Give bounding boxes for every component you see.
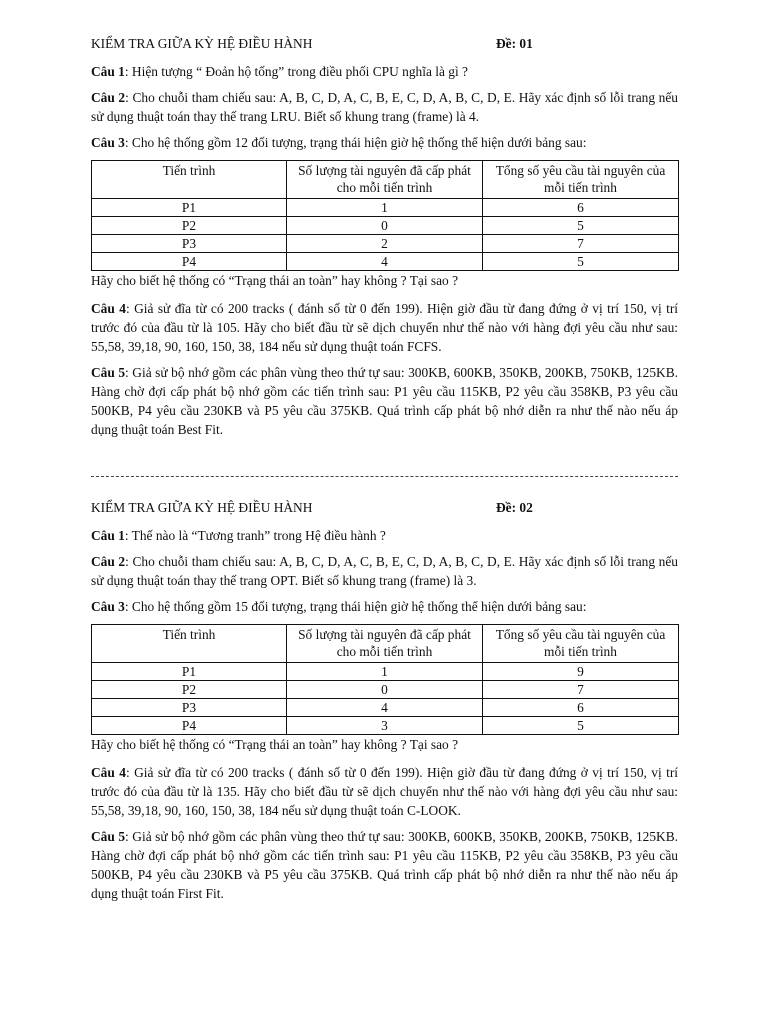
question-5 (91, 827, 678, 903)
table-cell: 5 (483, 217, 679, 235)
column-header: Tổng số yêu cầu tài nguyên của mỗi tiến trình (483, 625, 679, 663)
table-header-row (92, 161, 679, 199)
question-1 (91, 62, 678, 81)
resource-table (91, 160, 679, 271)
table-cell: P4 (92, 253, 287, 271)
question-text: : Giả sử đĩa từ có 200 tracks ( đánh số từ 0 đến 199). Hiện giờ đầu từ đang đứng ở vị trí 150, vị trí trước đó của đầu từ là 135. Hãy cho biết đầu từ sẽ dịch chuyển như thế nào với hàng đợi yêu cầu như sau: 55,58, 39,18, 90, 160, 150, 38, 184 nếu sử dụng thuật toán C-LOOK. (91, 765, 679, 818)
question-text: : Giả sử đĩa từ có 200 tracks ( đánh số từ 0 đến 199). Hiện giờ đầu từ đang đứng ở vị trí 150, vị trí trước đó của đầu từ là 105. Hãy cho biết đầu từ sẽ dịch chuyển như thế nào với hàng đợi yêu cầu như sau: 55,58, 39,18, 90, 160, 150, 38, 184 nếu sử dụng thuật toán FCFS. (91, 301, 679, 354)
table-cell: P3 (92, 699, 287, 717)
exam-02 (91, 498, 678, 910)
table-cell: 4 (287, 253, 483, 271)
question-3 (91, 133, 678, 152)
question-3 (91, 597, 678, 616)
table-row (92, 199, 679, 217)
table-cell: P4 (92, 717, 287, 735)
table-cell: 3 (287, 717, 483, 735)
question-3-followup: Hãy cho biết hệ thống có “Trạng thái an toàn” hay không ? Tại sao ? (91, 273, 459, 288)
table-cell: P1 (92, 663, 287, 681)
question-text: : Cho chuỗi tham chiếu sau: A, B, C, D, A, C, B, E, C, D, A, B, C, D, E. Hãy xác định số lỗi trang nếu sử dụng thuật toán thay thế trang LRU. Biết số khung trang (frame) là 4. (91, 90, 679, 124)
table-cell: P2 (92, 681, 287, 699)
question-4 (91, 763, 678, 820)
question-text: : Giả sử bộ nhớ gồm các phân vùng theo thứ tự sau: 300KB, 600KB, 350KB, 200KB, 750KB, 125KB. Hàng chờ đợi cấp phát bộ nhớ gồm các tiến trình sau: P1 yêu cầu 115KB, P2 yêu cầu 358KB, P3 yêu cầu 500KB, P4 yêu cầu 230KB và P5 yêu cầu 375KB. Quá trình cấp phát bộ nhớ diễn ra như thế nào nếu áp dụng thuật toán Best Fit. (91, 365, 678, 437)
table-header-row (92, 625, 679, 663)
table-cell: 0 (287, 681, 483, 699)
question-label: Câu 4 (91, 765, 126, 780)
table-cell: P2 (92, 217, 287, 235)
table-cell: 6 (483, 699, 679, 717)
exam-code: Đề: 01 (496, 36, 533, 51)
table-cell: 6 (483, 199, 679, 217)
question-text: : Cho chuỗi tham chiếu sau: A, B, C, D, A, C, B, E, C, D, A, B, C, D, E. Hãy xác định số lỗi trang nếu sử dụng thuật toán thay thế trang OPT. Biết số khung trang (frame) là 3. (91, 554, 679, 588)
table-cell: 5 (483, 717, 679, 735)
exam-header (91, 34, 678, 53)
question-label: Câu 3 (91, 599, 125, 614)
column-header: Tổng số yêu cầu tài nguyên của mỗi tiến trình (483, 161, 679, 199)
table-row (92, 699, 679, 717)
table-cell: 1 (287, 663, 483, 681)
table-row (92, 235, 679, 253)
exam-header (91, 498, 678, 517)
question-1 (91, 526, 678, 545)
question-2 (91, 552, 678, 590)
table-row (92, 681, 679, 699)
exam-code: Đề: 02 (496, 500, 533, 515)
column-header: Số lượng tài nguyên đã cấp phát cho mỗi tiến trình (287, 161, 483, 199)
table-row (92, 717, 679, 735)
table-cell: 0 (287, 217, 483, 235)
resource-table (91, 624, 679, 735)
table-row (92, 253, 679, 271)
question-label: Câu 4 (91, 301, 126, 316)
question-text: : Cho hệ thống gồm 15 đối tượng, trạng thái hiện giờ hệ thống thể hiện dưới bảng sau: (124, 599, 587, 614)
section-divider (91, 476, 678, 477)
column-header: Tiến trình (92, 161, 287, 199)
question-text: : Hiện tượng “ Đoản hộ tống” trong điều phối CPU nghĩa là gì ? (124, 64, 468, 79)
table-cell: 9 (483, 663, 679, 681)
table-cell: 5 (483, 253, 679, 271)
question-2 (91, 88, 678, 126)
question-label: Câu 5 (91, 365, 126, 380)
question-5 (91, 363, 678, 439)
table-cell: 4 (287, 699, 483, 717)
question-label: Câu 2 (91, 90, 126, 105)
table-cell: 7 (483, 681, 679, 699)
column-header: Tiến trình (92, 625, 287, 663)
table-cell: 1 (287, 199, 483, 217)
question-4 (91, 299, 678, 356)
question-label: Câu 3 (91, 135, 125, 150)
question-text: : Cho hệ thống gồm 12 đối tượng, trạng thái hiện giờ hệ thống thể hiện dưới bảng sau: (124, 135, 587, 150)
column-header: Số lượng tài nguyên đã cấp phát cho mỗi tiến trình (287, 625, 483, 663)
table-row (92, 663, 679, 681)
question-label: Câu 1 (91, 64, 125, 79)
table-cell: 2 (287, 235, 483, 253)
table-cell: P3 (92, 235, 287, 253)
question-label: Câu 5 (91, 829, 126, 844)
table-cell: 7 (483, 235, 679, 253)
exam-title: KIỂM TRA GIỮA KỲ HỆ ĐIỀU HÀNH (91, 500, 313, 515)
table-row (92, 217, 679, 235)
exam-title: KIỂM TRA GIỮA KỲ HỆ ĐIỀU HÀNH (91, 36, 313, 51)
question-text: : Giả sử bộ nhớ gồm các phân vùng theo thứ tự sau: 300KB, 600KB, 350KB, 200KB, 750KB, 125KB. Hàng chờ đợi cấp phát bộ nhớ gồm các tiến trình sau: P1 yêu cầu 115KB, P2 yêu cầu 358KB, P3 yêu cầu 500KB, P4 yêu cầu 230KB và P5 yêu cầu 375KB. Quá trình cấp phát bộ nhớ diễn ra như thế nào nếu áp dụng thuật toán First Fit. (91, 829, 678, 901)
question-label: Câu 1 (91, 528, 125, 543)
question-3-followup: Hãy cho biết hệ thống có “Trạng thái an toàn” hay không ? Tại sao ? (91, 737, 459, 752)
question-text: : Thế nào là “Tương tranh” trong Hệ điều hành ? (124, 528, 386, 543)
table-cell: P1 (92, 199, 287, 217)
question-label: Câu 2 (91, 554, 126, 569)
exam-01 (91, 34, 678, 446)
